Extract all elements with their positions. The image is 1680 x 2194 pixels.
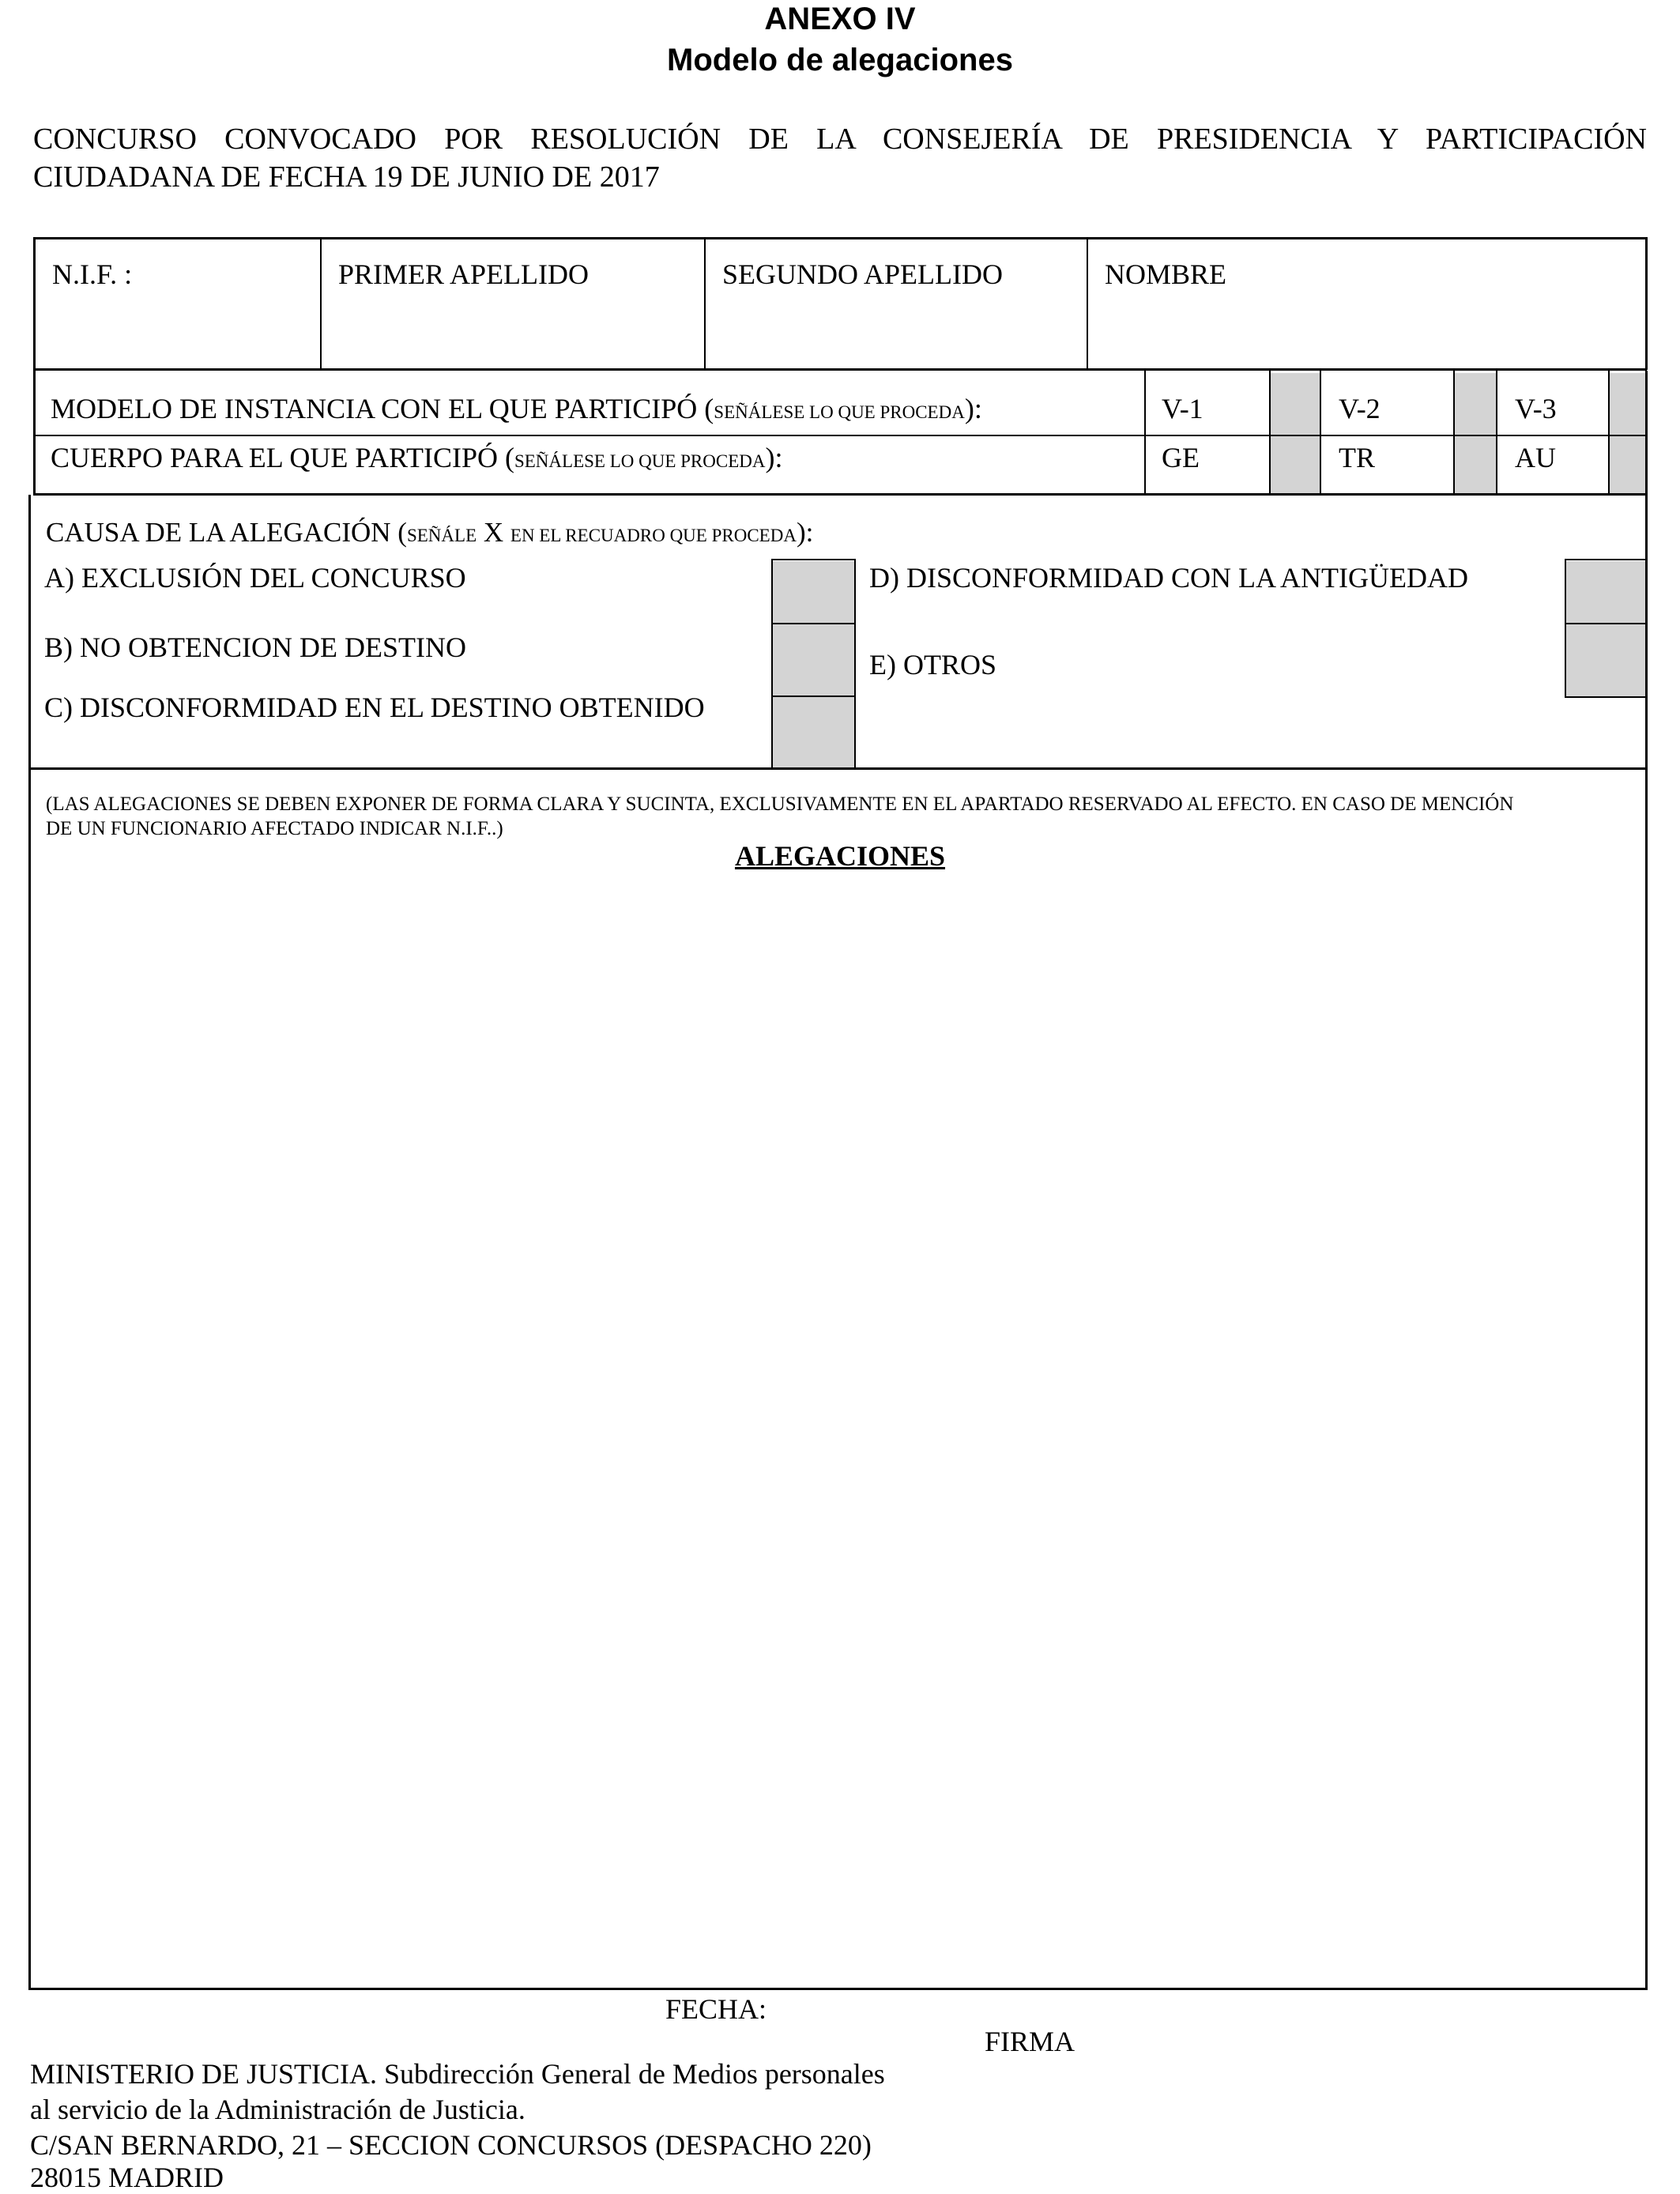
option-e: E) OTROS bbox=[869, 649, 996, 680]
signature-label: FIRMA bbox=[985, 2026, 1075, 2057]
annex-title: ANEXO IV bbox=[764, 2, 916, 36]
allegations-heading: ALEGACIONES bbox=[734, 840, 946, 872]
option-v1: V-1 bbox=[1162, 393, 1203, 424]
option-tr: TR bbox=[1339, 442, 1376, 473]
option-v2: V-2 bbox=[1339, 393, 1381, 424]
contest-line-2: CIUDADANA DE FECHA 19 DE JUNIO DE 2017 bbox=[33, 160, 660, 194]
first-surname-field[interactable]: PRIMER APELLIDO bbox=[338, 258, 590, 290]
checkbox-au[interactable] bbox=[1610, 436, 1646, 493]
address-line: al servicio de la Administración de Justicia. bbox=[30, 2094, 525, 2125]
option-a: A) EXCLUSIÓN DEL CONCURSO bbox=[44, 562, 466, 594]
checkbox-d[interactable] bbox=[1566, 561, 1647, 623]
option-d: D) DISCONFORMIDAD CON LA ANTIGÜEDAD bbox=[869, 562, 1469, 594]
address-line: 28015 MADRID bbox=[30, 2162, 224, 2193]
cause-label: CAUSA DE LA ALEGACIÓN (SEÑÁLE X EN EL RECUADRO QUE PROCEDA): bbox=[46, 517, 814, 548]
form-subtitle: Modelo de alegaciones bbox=[667, 43, 1013, 77]
checkbox-v1[interactable] bbox=[1271, 373, 1320, 435]
model-label: MODELO DE INSTANCIA CON EL QUE PARTICIPÓ (SEÑÁLESE LO QUE PROCEDA): bbox=[51, 393, 982, 424]
address-line: MINISTERIO DE JUSTICIA. Subdirección General de Medios personales bbox=[30, 2058, 885, 2090]
checkbox-b[interactable] bbox=[773, 624, 854, 696]
name-field[interactable]: NOMBRE bbox=[1105, 258, 1227, 290]
body-label: CUERPO PARA EL QUE PARTICIPÓ (SEÑÁLESE LO QUE PROCEDA): bbox=[51, 442, 783, 473]
checkbox-v2[interactable] bbox=[1455, 373, 1496, 435]
date-label: FECHA: bbox=[665, 1993, 767, 2025]
option-b: B) NO OBTENCION DE DESTINO bbox=[44, 631, 466, 663]
allegations-note-2: DE UN FUNCIONARIO AFECTADO INDICAR N.I.F..) bbox=[46, 818, 503, 839]
checkbox-v3[interactable] bbox=[1610, 373, 1646, 435]
nif-field[interactable]: N.I.F. : bbox=[52, 258, 133, 290]
second-surname-field[interactable]: SEGUNDO APELLIDO bbox=[722, 258, 1003, 290]
checkbox-ge[interactable] bbox=[1271, 436, 1320, 493]
contest-line-1: CONCURSO CONVOCADO POR RESOLUCIÓN DE LA CONSEJERÍA DE PRESIDENCIA Y PARTICIPACIÓN bbox=[33, 123, 1647, 156]
option-au: AU bbox=[1515, 442, 1556, 473]
checkbox-c[interactable] bbox=[773, 697, 854, 768]
option-ge: GE bbox=[1162, 442, 1200, 473]
checkbox-a[interactable] bbox=[773, 561, 854, 623]
option-c: C) DISCONFORMIDAD EN EL DESTINO OBTENIDO bbox=[44, 692, 705, 723]
address-line: C/SAN BERNARDO, 21 – SECCION CONCURSOS (DESPACHO 220) bbox=[30, 2129, 872, 2161]
checkbox-tr[interactable] bbox=[1455, 436, 1496, 493]
allegations-note-1: (LAS ALEGACIONES SE DEBEN EXPONER DE FORMA CLARA Y SUCINTA, EXCLUSIVAMENTE EN EL APARTADO RESERVADO AL EFECTO. EN CASO DE MENCIÓN bbox=[46, 794, 1514, 815]
option-v3: V-3 bbox=[1515, 393, 1557, 424]
checkbox-e[interactable] bbox=[1566, 624, 1647, 696]
